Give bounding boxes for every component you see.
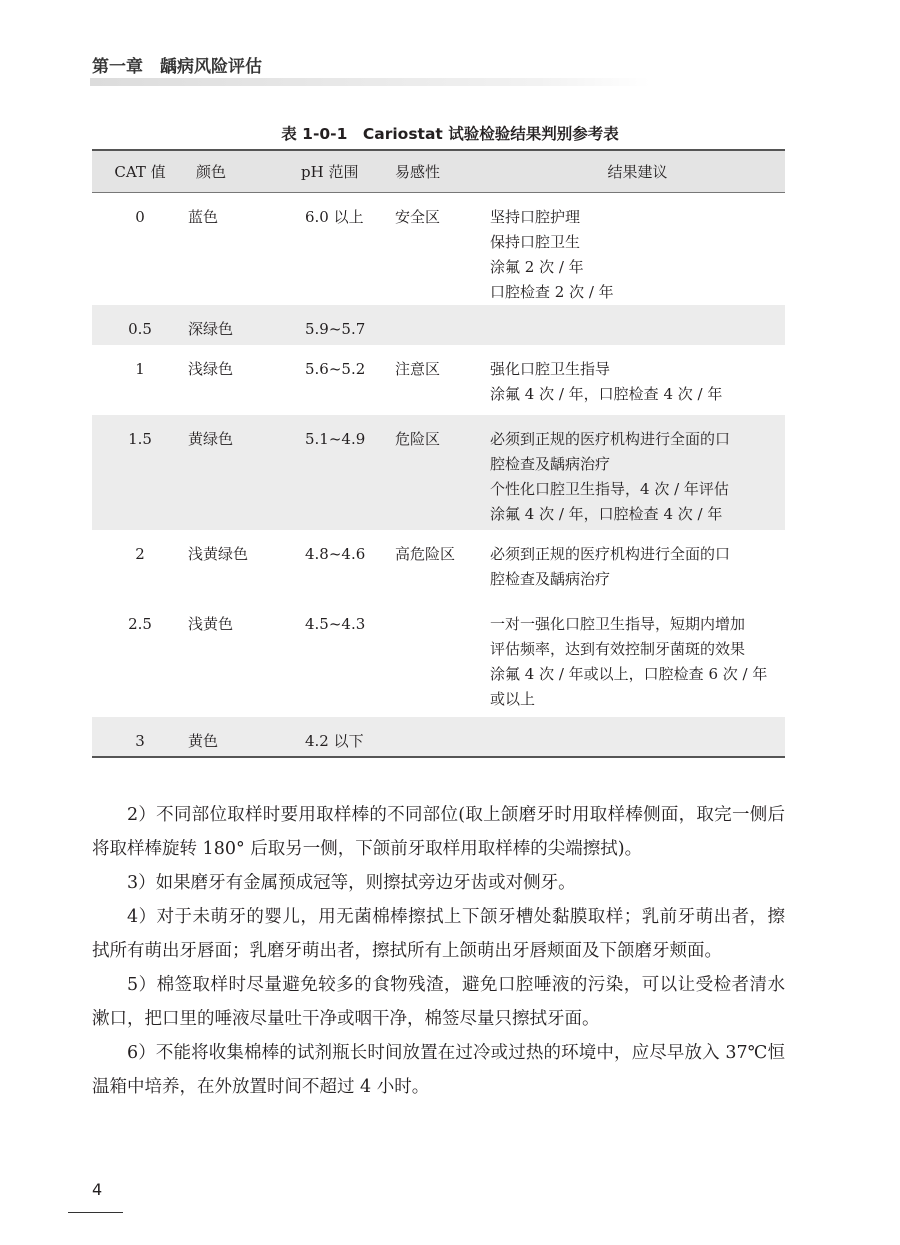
cell-ph: 4.5~4.3: [305, 614, 366, 633]
header-cat: CAT 值: [114, 162, 166, 181]
cell-color: 黄色: [188, 731, 219, 750]
cell-ph: 4.2 以下: [305, 731, 364, 750]
cell-color: 浅黄绿色: [188, 544, 249, 563]
cell-risk: 安全区: [395, 207, 441, 226]
cariostat-table: [92, 149, 785, 758]
cell-risk: [395, 305, 490, 345]
cell-cat: 0: [135, 207, 145, 226]
header-color: 颜色: [196, 162, 227, 181]
table-row: [92, 415, 785, 530]
advice-line: 或以上: [490, 689, 536, 708]
paragraph: 3）如果磨牙有金属预成冠等，则擦拭旁边牙齿或对侧牙。: [127, 873, 576, 893]
cell-advice: [490, 530, 785, 600]
advice-line: 涂氟 4 次 / 年，口腔检查 4 次 / 年: [490, 504, 723, 523]
header-risk: 易感性: [395, 162, 441, 181]
cell-ph: 6.0 以上: [305, 207, 364, 226]
cell-risk: 高危险区: [395, 544, 456, 563]
cell-risk: [395, 600, 490, 717]
page-number: 4: [92, 1180, 103, 1199]
advice-line: 口腔检查 2 次 / 年: [490, 282, 614, 301]
table-row: [92, 305, 785, 345]
advice-line: 坚持口腔护理: [490, 207, 581, 226]
table-row: [92, 192, 785, 305]
advice-line: 涂氟 4 次 / 年或以上，口腔检查 6 次 / 年: [490, 664, 768, 683]
header-advice: 结果建议: [607, 162, 668, 181]
cell-ph: 5.1~4.9: [305, 429, 366, 448]
cell-advice: [490, 415, 785, 530]
table-row: [92, 530, 785, 600]
advice-line: 强化口腔卫生指导: [490, 359, 611, 378]
cell-risk: 注意区: [395, 359, 441, 378]
cell-risk: 危险区: [395, 429, 441, 448]
advice-line: 必须到正规的医疗机构进行全面的口: [490, 544, 731, 563]
cell-advice: [490, 345, 785, 415]
advice-line: 涂氟 4 次 / 年，口腔检查 4 次 / 年: [490, 384, 723, 403]
advice-line: 腔检查及龋病治疗: [490, 569, 611, 588]
cell-advice: [490, 717, 785, 757]
header-ph: pH 范围: [301, 162, 359, 181]
cell-color: 浅绿色: [188, 359, 234, 378]
cell-advice: [490, 600, 785, 717]
cell-color: 蓝色: [188, 207, 219, 226]
cell-advice: [490, 305, 785, 345]
advice-line: 保持口腔卫生: [490, 232, 581, 251]
advice-line: 一对一强化口腔卫生指导，短期内增加: [490, 614, 746, 633]
cell-color: 深绿色: [188, 319, 234, 338]
advice-line: 腔检查及龋病治疗: [490, 454, 611, 473]
table-row: [92, 717, 785, 757]
cell-ph: 5.9~5.7: [305, 319, 366, 338]
table-header-row: [92, 150, 785, 192]
cell-cat: 0.5: [128, 319, 152, 338]
cell-cat: 3: [135, 731, 145, 750]
cell-color: 黄绿色: [188, 429, 234, 448]
cell-cat: 2: [135, 544, 145, 563]
cell-risk: [395, 717, 490, 757]
paragraph: 5）棉签取样时尽量避免较多的食物残渣，避免口腔唾液的污染，可以让受检者清水漱口，把口里的唾液尽量吐干净或咽干净，棉签尽量只擦拭牙面。: [92, 975, 785, 1029]
cell-cat: 1.5: [128, 429, 152, 448]
paragraph: 2）不同部位取样时要用取样棒的不同部位(取上颌磨牙时用取样棒侧面，取完一侧后将取样棒旋转 180° 后取另一侧，下颌前牙取样用取样棒的尖端擦拭)。: [92, 805, 785, 859]
cell-color: 浅黄色: [188, 614, 234, 633]
header-rule: [90, 78, 650, 86]
advice-line: 涂氟 2 次 / 年: [490, 257, 584, 276]
paragraph: 6）不能将收集棉棒的试剂瓶长时间放置在过冷或过热的环境中，应尽早放入 37℃恒温箱中培养，在外放置时间不超过 4 小时。: [92, 1043, 785, 1097]
table-row: [92, 345, 785, 415]
paragraph: 4）对于未萌牙的婴儿，用无菌棉棒擦拭上下颌牙槽处黏膜取样；乳前牙萌出者，擦拭所有萌出牙唇面；乳磨牙萌出者，擦拭所有上颌萌出牙唇颊面及下颌磨牙颊面。: [92, 907, 785, 961]
table-row: [92, 600, 785, 717]
advice-line: 必须到正规的医疗机构进行全面的口: [490, 429, 731, 448]
cell-cat: 1: [135, 359, 145, 378]
running-head: 第一章 龋病风险评估: [92, 57, 262, 77]
cell-cat: 2.5: [128, 614, 152, 633]
table-caption: 表 1-0-1 Cariostat 试验检验结果判别参考表: [281, 125, 619, 143]
advice-line: 个性化口腔卫生指导，4 次 / 年评估: [490, 479, 729, 498]
advice-line: 评估频率，达到有效控制牙菌斑的效果: [490, 639, 746, 658]
cell-ph: 5.6~5.2: [305, 359, 366, 378]
body-text: [92, 798, 785, 1104]
page-number-rule: [68, 1212, 123, 1213]
cell-ph: 4.8~4.6: [305, 544, 366, 563]
cell-advice: [490, 192, 785, 305]
